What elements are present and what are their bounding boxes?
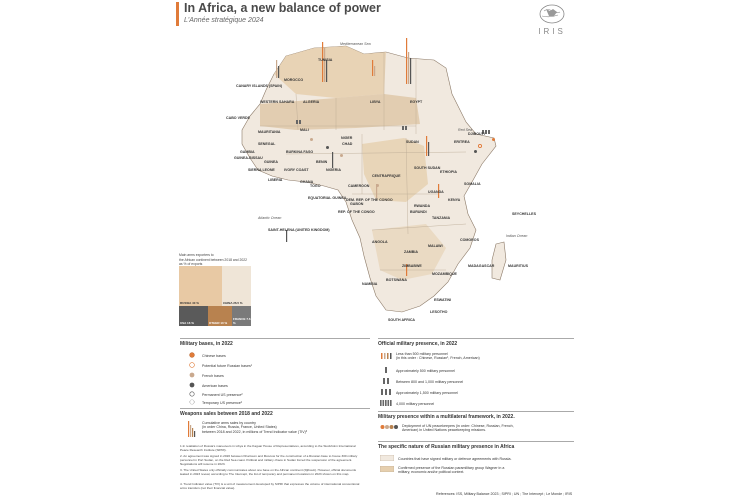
french-base-icon: [186, 372, 198, 379]
legend-item: [380, 466, 504, 475]
legend-label: American bases: [202, 383, 228, 388]
legend-weapons-text: [202, 421, 307, 434]
country-label: BENIN: [316, 160, 328, 164]
country-label: SEYCHELLES: [512, 212, 536, 216]
legend-label: Cumulative arms sales by country: [202, 421, 256, 425]
sales-bar: [322, 42, 323, 82]
country-label: DEM. REP. OF THE CONGO: [346, 198, 393, 202]
treemap-tile-usa: [179, 306, 208, 326]
legend-item: [380, 424, 514, 433]
ocean-label: Mediterranean Sea: [340, 42, 371, 46]
country-label: SOUTH SUDAN: [414, 166, 441, 170]
chinese-base-marker: [492, 138, 495, 141]
us-base-marker: [326, 146, 329, 149]
wagner-swatch: [380, 466, 394, 473]
country-label: BURUNDI: [410, 210, 427, 214]
country-label: ESWATINI: [434, 298, 452, 302]
country-label: RWANDA: [414, 204, 431, 208]
treemap-tile-france: [232, 306, 251, 326]
country-label: GABON: [350, 202, 364, 206]
country-label: NAMIBIA: [362, 282, 378, 286]
country-label: MALAWI: [428, 244, 443, 248]
legend-item: [186, 362, 252, 369]
country-label: LIBERIA: [268, 178, 283, 182]
legend-label: between 2018 and 2022, in millions of Trend Indicator value (TIV)³: [202, 429, 308, 434]
legend-label: Deployment of UN peacekeepers (in order: Chinese, Russian, French,: [402, 424, 514, 428]
french-base-marker: [340, 154, 343, 157]
personnel-icon: [380, 377, 392, 386]
chinese-base-icon: [186, 352, 198, 359]
treemap-tile-russia: [179, 266, 222, 306]
country-label: MADAGASCAR: [468, 264, 495, 268]
sales-bar: [410, 58, 411, 84]
country-label: DJIBOUTI: [468, 132, 485, 136]
sales-bar: [428, 142, 429, 156]
legend-label: Potential future Russian bases¹: [202, 363, 252, 368]
legend-item: [380, 366, 455, 375]
sales-bar: [406, 38, 407, 84]
country-label: SIERRA LEONE: [248, 168, 275, 172]
legend-label: Less than 500 military personnel: [396, 352, 448, 356]
divider: [378, 338, 574, 339]
country-label: BURKINA FASO: [286, 150, 314, 154]
country-label: NIGER: [341, 136, 353, 140]
country-label: TOGO: [310, 184, 321, 188]
personnel-icon: [380, 399, 392, 408]
divider: [378, 441, 574, 442]
country-label: COMOROS: [460, 238, 479, 242]
temporary-us-icon: [186, 399, 198, 406]
note-line: as % of exports: [179, 262, 203, 267]
country-label: SOMALIA: [464, 182, 481, 186]
sales-bar: [408, 52, 409, 84]
legend-item: [380, 388, 458, 397]
sales-bar: [426, 136, 427, 156]
legend-weapons-title: Weapons sales between 2018 and 2022: [180, 411, 273, 417]
country-label: SENEGAL: [258, 142, 276, 146]
country-label: LIBYA: [370, 100, 381, 104]
country-label: MALI: [300, 128, 309, 132]
footnote: 1.In retaliation of Russia's maneuvers in Libya in the Kaguar House of Representatives, according to the Stockholm International Peace Research Institute (SIPRI).: [180, 444, 356, 453]
country-label: TANZANIA: [432, 216, 451, 220]
tile-label: RUSSIA 40 %: [180, 301, 199, 305]
footnote: 3. The United States only officially communicates about one base on the African continent (Djibouti). However, official documents leaked in 2023 reveal, according to The Intercept, the list of temporary and permanent locations in 2023 shown on this map.: [180, 468, 357, 477]
weapons-bars-icon: [188, 421, 196, 437]
legend-label: French bases: [202, 373, 224, 378]
country-label: MAURITIUS: [508, 264, 528, 268]
page-subtitle: L'Année stratégique 2024: [184, 17, 264, 24]
legend-item: [186, 372, 224, 379]
us-base-marker: [474, 150, 477, 153]
legend-label: Chinese bases: [202, 353, 226, 358]
madagascar-shape: [492, 242, 506, 280]
country-label: WESTERN SAHARA: [260, 100, 295, 104]
iris-logo-text: IRIS: [538, 27, 566, 36]
legend-label: Approximately 1,500 military personnel: [396, 390, 458, 395]
country-label: ALGERIA: [303, 100, 320, 104]
legend-label: American) in United Nations peacekeeping missions.: [402, 428, 487, 433]
legend-label: Countries that have signed military or defence agreements with Russia.: [398, 456, 512, 461]
note-line: the African continent between 2018 and 2022: [179, 257, 248, 262]
american-base-icon: [186, 382, 198, 389]
legend-bases-title: Military bases, in 2022: [180, 341, 233, 347]
country-label: CANARY ISLANDS (SPAIN): [236, 84, 283, 88]
personnel-icon: [380, 352, 392, 361]
legend-label: Approximately 500 military personnel: [396, 368, 455, 373]
ocean-label: Indian Ocean: [506, 234, 528, 238]
legend-item: [380, 399, 434, 408]
country-label: CABO VERDE: [226, 116, 250, 120]
sales-bar: [278, 66, 279, 78]
legend-label: 4,000 military personnel: [396, 401, 435, 406]
legend-sublabel: (in this order : Chinese, Russian¹, French, American): [396, 356, 480, 361]
legend-item: [186, 352, 226, 359]
country-label: CAMEROON: [348, 184, 370, 188]
tile-label: CHINA 26.5 %: [223, 301, 243, 305]
country-label: CENTRAFRIQUE: [372, 174, 401, 178]
country-label: GAMBIA: [240, 150, 255, 154]
ocean-label: Atlantic Ocean: [258, 216, 282, 220]
legend-sublabel: military, economic and/or political context.: [398, 470, 465, 475]
legend-item: [380, 352, 480, 361]
page-title: In Africa, a new balance of power: [184, 1, 381, 15]
agreement-swatch: [380, 455, 394, 462]
title-accent-bar: [176, 2, 179, 26]
divider: [180, 408, 370, 409]
country-label: LESOTHO: [430, 310, 448, 314]
country-label: MOROCCO: [284, 78, 304, 82]
country-label: GUINEA: [264, 160, 278, 164]
ocean-label: Red Sea: [458, 128, 472, 132]
french-base-marker: [310, 138, 313, 141]
country-label: CHAD: [342, 142, 353, 146]
country-label: IVORY COAST: [284, 168, 309, 172]
permanent-us-icon: [186, 391, 198, 398]
country-label: MAURITANIA: [258, 130, 281, 134]
references: References: ISS, Military Balance 2023 ; SIPRI ; UN ; The Intercept ; Le Monde ; IRIS: [436, 492, 573, 496]
country-label: EQUATORIAL GUINEA: [308, 196, 347, 200]
legend-label: (in order China, Russia, France, United States): [202, 425, 277, 430]
country-label: MOZAMBIQUE: [432, 272, 457, 276]
footnote: 4. Trend Indicator value (TIV) is a unit of measurement developed by SIPRI that expresses the volume of international conventional arms transfers (not their financial value).: [180, 482, 360, 491]
sales-bar: [326, 60, 327, 82]
legend-item: [380, 455, 511, 462]
footnote: 2. An agreement was signed in 2020 between Khartoum and Moscow for the construction of a Russian base to house 300 military personnel in Port Sudan, on the Red Sea coast. Political and military chaos in Sudan forced the suspension of the agreement. Negotiations will resume in 2023.: [180, 454, 358, 467]
country-label: BOTSWANA: [386, 278, 407, 282]
tile-label: FRANCE 7.6 %: [233, 317, 251, 325]
tile-label: OTHER 10 %: [209, 321, 228, 325]
arms-exporters-note: [179, 253, 261, 267]
legend-russian-title: The specific nature of Russian military presence in Africa: [378, 444, 515, 450]
legend-item: [186, 399, 242, 406]
legend-item: [186, 391, 243, 398]
treemap-tile-china: [222, 266, 251, 306]
legend-label: Temporary US presence²: [202, 400, 242, 405]
country-label: ERITREA: [454, 140, 470, 144]
country-label: GUINEA-BISSAU: [234, 156, 263, 160]
treemap-tile-other: [208, 306, 232, 326]
legend-item: [380, 377, 463, 386]
legend-official-title: Official military presence, in 2022: [378, 341, 458, 347]
country-label: ZAMBIA: [404, 250, 418, 254]
peacekeepers-icon: [380, 424, 398, 431]
country-label: SOUTH AFRICA: [388, 318, 416, 322]
sales-bar: [276, 60, 277, 78]
country-label: ETHIOPIA: [440, 170, 457, 174]
divider: [180, 338, 370, 339]
legend-multi-title: Military presence within a multilateral framework, in 2022.: [378, 414, 515, 420]
country-label: NIGERIA: [326, 168, 341, 172]
sales-bar: [324, 48, 325, 82]
country-label: ANGOLA: [372, 240, 388, 244]
legend-label: Confirmed presence of the Russian paramilitary group Wagner in a: [398, 466, 505, 470]
personnel-icon: [380, 366, 392, 375]
country-label: ZIMBABWE: [402, 264, 422, 268]
tile-label: USA 16 %: [180, 321, 194, 325]
country-label: SAINT-HELENA (UNITED KINGDOM): [268, 228, 330, 232]
country-label: SUDAN: [406, 140, 419, 144]
sales-bar: [372, 60, 373, 76]
legend-label: Permanent US presence²: [202, 392, 243, 397]
country-label: KENYA: [448, 198, 461, 202]
sales-bar: [374, 66, 375, 76]
legend-label: Between 800 and 1,000 military personnel: [396, 379, 464, 384]
note-line: Main arms exporters to: [179, 253, 214, 257]
russian-base-icon: [186, 362, 198, 369]
personnel-icon: [380, 388, 392, 397]
legend-item: [186, 382, 228, 389]
country-label: TUNISIA: [318, 58, 333, 62]
country-label: EGYPT: [410, 100, 423, 104]
french-base-marker: [376, 184, 379, 187]
country-label: REP. OF THE CONGO: [338, 210, 375, 214]
country-label: UGANDA: [428, 190, 444, 194]
sales-bar: [332, 152, 333, 168]
divider: [378, 411, 574, 412]
arms-exporters-treemap: [179, 266, 251, 326]
country-label: GHANA: [300, 180, 314, 184]
